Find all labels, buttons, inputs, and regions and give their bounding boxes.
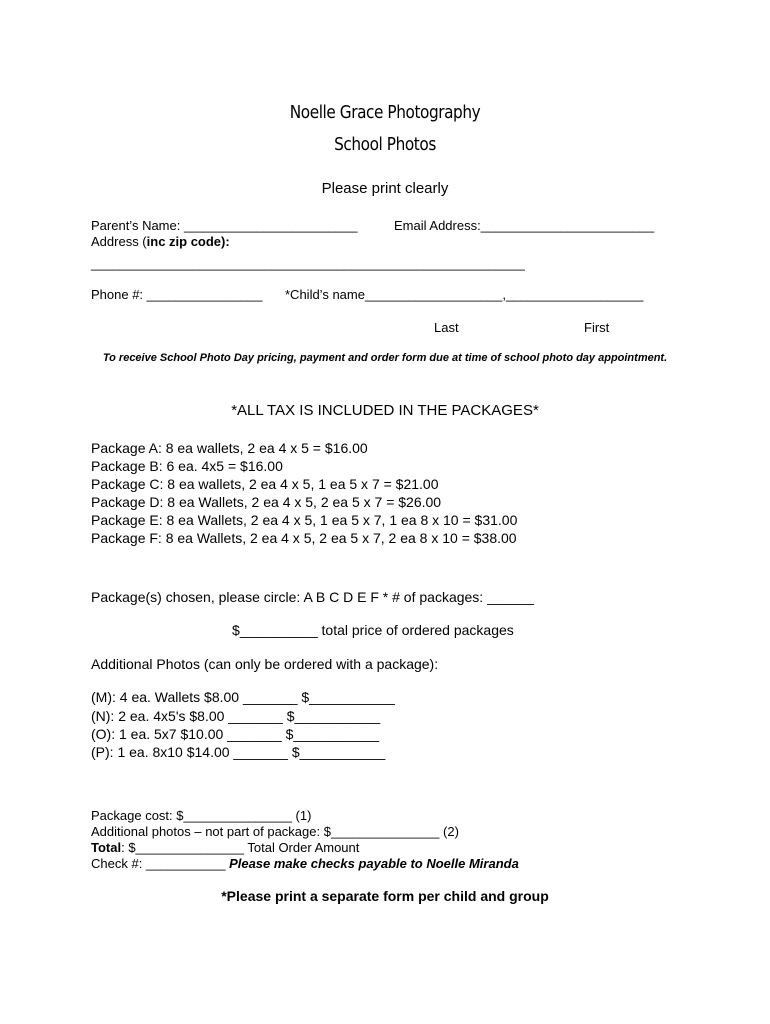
last-name-label: Last [434,320,459,335]
check-label: Check #: ___________ [91,856,230,871]
form-subtitle: School Photos [334,134,436,155]
package-chosen-field[interactable]: Package(s) chosen, please circle: A B C D E F * # of packages: ______ [91,589,534,605]
company-title: Noelle Grace Photography [289,102,481,123]
total-rest: : $_______________ Total Order Amount [121,840,360,855]
child-name-field[interactable]: *Child’s name___________________,___________________ [285,287,644,302]
footer-note: *Please print a separate form per child and group [221,888,549,904]
parent-name-field[interactable]: Parent’s Name: ________________________ [91,218,358,233]
email-field[interactable]: Email Address:________________________ [394,218,655,233]
address-field[interactable]: ____________________________________________________________ [91,256,525,271]
package-c: Package C: 8 ea wallets, 2 ea 4 x 5, 1 ea 5 x 7 = $21.00 [91,476,439,492]
address-label-text: Address ( [91,234,147,249]
additional-option-n[interactable]: (N): 2 ea. 4x5's $8.00 _______ $___________ [91,708,381,724]
address-label-bold: inc zip code): [146,234,230,249]
total-field[interactable] [91,841,359,854]
total-label: Total [91,840,122,855]
package-d: Package D: 8 ea Wallets, 2 ea 4 x 5, 2 ea 5 x 7 = $26.00 [91,494,442,510]
additional-option-o[interactable]: (O): 1 ea. 5x7 $10.00 _______ $___________ [91,726,380,742]
address-label [91,235,230,248]
package-f: Package F: 8 ea Wallets, 2 ea 4 x 5, 2 ea 5 x 7, 2 ea 8 x 10 = $38.00 [91,530,517,546]
package-cost-field[interactable]: Package cost: $_______________ (1) [91,808,312,823]
additional-cost-field[interactable]: Additional photos – not part of package: $_______________ (2) [91,824,459,839]
additional-photos-header: Additional Photos (can only be ordered with a package): [91,656,439,672]
package-b: Package B: 6 ea. 4x5 = $16.00 [91,458,283,474]
package-e: Package E: 8 ea Wallets, 2 ea 4 x 5, 1 ea 5 x 7, 1 ea 8 x 10 = $31.00 [91,512,518,528]
total-price-field[interactable]: $__________ total price of ordered packages [232,622,514,638]
additional-option-p[interactable]: (P): 1 ea. 8x10 $14.00 _______ $___________ [91,744,386,760]
payment-notice: To receive School Photo Day pricing, payment and order form due at time of school photo day appointment. [102,352,668,364]
tax-note: *ALL TAX IS INCLUDED IN THE PACKAGES* [231,402,539,419]
package-a: Package A: 8 ea wallets, 2 ea 4 x 5 = $16.00 [91,440,368,456]
print-instruction: Please print clearly [321,180,449,197]
additional-option-m[interactable]: (M): 4 ea. Wallets $8.00 _______ $___________ [91,689,395,705]
check-field[interactable] [91,857,519,870]
first-name-label: First [584,320,610,335]
check-payable-note: Please make checks payable to Noelle Miranda [229,856,519,871]
phone-field[interactable]: Phone #: ________________ [91,287,263,302]
